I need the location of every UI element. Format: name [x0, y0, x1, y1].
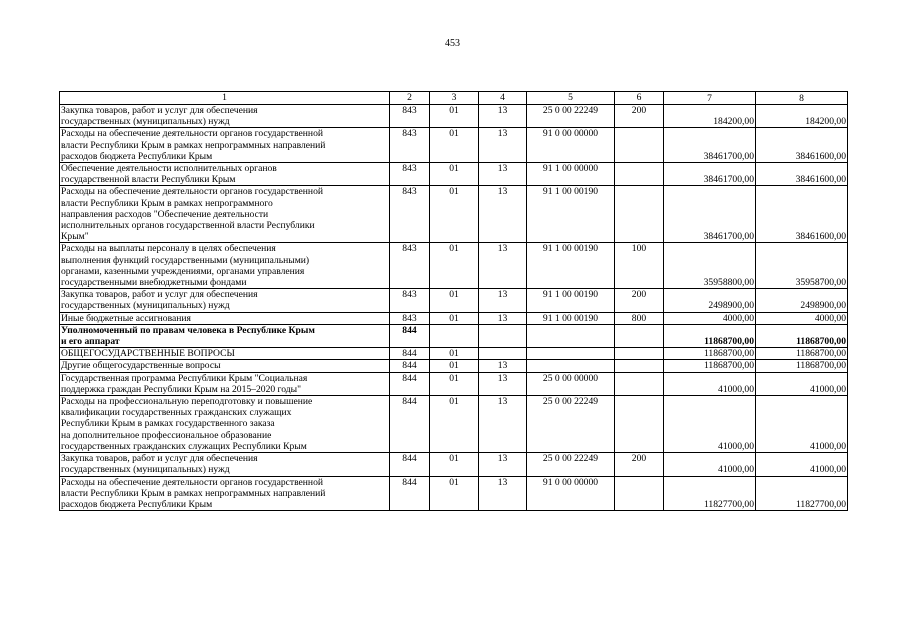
table-row: [60, 289, 848, 312]
code-cell: 844: [390, 324, 430, 347]
name-cell: [60, 186, 390, 243]
section-cell: 01: [430, 289, 479, 312]
name-cell: [60, 289, 390, 312]
code-cell: 843: [390, 105, 430, 128]
name-line: Иные бюджетные ассигнования: [61, 312, 191, 324]
amount-2019-cell: 38461700,00: [664, 128, 756, 163]
header-cell: 4: [479, 92, 527, 105]
amount-2020-cell: 38461600,00: [756, 128, 848, 163]
expense-type-cell: [615, 372, 664, 395]
subsection-cell: 13: [479, 243, 527, 289]
amount-2020-cell: 11868700,00: [756, 324, 848, 347]
amount-2019-cell: 11868700,00: [664, 360, 756, 372]
amount-2020-cell: 41000,00: [756, 453, 848, 476]
amount-2019-cell: 11868700,00: [664, 324, 756, 347]
page-number: 453: [445, 38, 460, 49]
name-line: Расходы на обеспечение деятельности органов государственной: [61, 476, 324, 488]
section-cell: 01: [430, 360, 479, 372]
budget-table: [59, 91, 848, 511]
expense-type-cell: [615, 476, 664, 511]
subsection-cell: [479, 324, 527, 347]
code-cell: 843: [390, 186, 430, 243]
article-cell: 25 0 00 00000: [527, 372, 615, 395]
table-row: [60, 163, 848, 186]
code-cell: 843: [390, 163, 430, 186]
section-cell: [430, 324, 479, 347]
header-cell: 1: [60, 92, 390, 105]
amount-2020-cell: 2498900,00: [756, 289, 848, 312]
name-cell: [60, 163, 390, 186]
subsection-cell: 13: [479, 476, 527, 511]
expense-type-cell: [615, 360, 664, 372]
name-cell: [60, 348, 390, 360]
section-cell: 01: [430, 453, 479, 476]
expense-type-cell: 200: [615, 453, 664, 476]
table-row: [60, 128, 848, 163]
article-cell: 25 0 00 22249: [527, 105, 615, 128]
section-cell: 01: [430, 243, 479, 289]
header-cell: 5: [527, 92, 615, 105]
amount-2020-cell: 41000,00: [756, 372, 848, 395]
article-cell: 91 1 00 00190: [527, 186, 615, 243]
name-line: Закупка товаров, работ и услуг для обеспечения: [61, 453, 258, 465]
article-cell: 25 0 00 22249: [527, 453, 615, 476]
name-cell: [60, 476, 390, 511]
code-cell: 844: [390, 348, 430, 360]
subsection-cell: [479, 348, 527, 360]
code-cell: 844: [390, 476, 430, 511]
name-line: государственной власти Республики Крым: [61, 174, 236, 186]
code-cell: 844: [390, 360, 430, 372]
table-row: [60, 243, 848, 289]
name-line: поддержка граждан Республики Крым на 2015–2020 годы": [61, 383, 302, 395]
subsection-cell: 13: [479, 186, 527, 243]
article-cell: 91 1 00 00190: [527, 243, 615, 289]
header-cell: 3: [430, 92, 479, 105]
name-line: власти Республики Крым в рамках непрограммного: [61, 197, 273, 209]
name-line: Республики Крым в рамках государственного заказа: [61, 418, 275, 430]
amount-2020-cell: 184200,00: [756, 105, 848, 128]
expense-type-cell: [615, 163, 664, 186]
table-row: [60, 186, 848, 243]
name-line: Расходы на обеспечение деятельности органов государственной: [61, 186, 324, 198]
expense-type-cell: 800: [615, 312, 664, 324]
expense-type-cell: [615, 348, 664, 360]
amount-2020-cell: 11868700,00: [756, 360, 848, 372]
name-line: расходов бюджета Республики Крым: [61, 498, 213, 510]
article-cell: [527, 360, 615, 372]
name-line: органами, казенными учреждениями, органами управления: [61, 265, 305, 277]
header-cell: 8: [756, 92, 848, 105]
code-cell: 843: [390, 243, 430, 289]
table-row: [60, 453, 848, 476]
expense-type-cell: 200: [615, 105, 664, 128]
expense-type-cell: [615, 128, 664, 163]
amount-2020-cell: 35958700,00: [756, 243, 848, 289]
header-cell: 2: [390, 92, 430, 105]
name-line: Уполномоченный по правам человека в Республике Крым: [61, 324, 315, 336]
amount-2019-cell: 4000,00: [664, 312, 756, 324]
article-cell: 91 1 00 00190: [527, 289, 615, 312]
table-header-row: [60, 92, 848, 105]
amount-2019-cell: 184200,00: [664, 105, 756, 128]
expense-type-cell: [615, 396, 664, 453]
code-cell: 844: [390, 396, 430, 453]
article-cell: 91 0 00 00000: [527, 128, 615, 163]
name-line: государственных (муниципальных) нужд: [61, 116, 230, 128]
name-line: государственных гражданских служащих Республики Крым: [61, 440, 307, 452]
header-cell: 6: [615, 92, 664, 105]
amount-2019-cell: 38461700,00: [664, 186, 756, 243]
header-cell: 7: [664, 92, 756, 105]
section-cell: 01: [430, 476, 479, 511]
table-row: [60, 360, 848, 372]
section-cell: 01: [430, 372, 479, 395]
name-line: Другие общегосударственные вопросы: [61, 360, 221, 372]
amount-2019-cell: 41000,00: [664, 453, 756, 476]
name-line: направления расходов "Обеспечение деятельности: [61, 208, 269, 220]
expense-type-cell: [615, 324, 664, 347]
name-line: квалификации государственных гражданских служащих: [61, 407, 292, 419]
subsection-cell: 13: [479, 163, 527, 186]
name-cell: [60, 453, 390, 476]
expense-type-cell: 100: [615, 243, 664, 289]
subsection-cell: 13: [479, 360, 527, 372]
amount-2019-cell: 41000,00: [664, 396, 756, 453]
name-line: расходов бюджета Республики Крым: [61, 150, 213, 162]
article-cell: 91 0 00 00000: [527, 476, 615, 511]
amount-2020-cell: 11827700,00: [756, 476, 848, 511]
name-line: государственных (муниципальных) нужд: [61, 300, 230, 312]
code-cell: 844: [390, 453, 430, 476]
name-line: Крым": [61, 231, 89, 243]
name-line: власти Республики Крым в рамках непрограммных направлений: [61, 139, 326, 151]
code-cell: 843: [390, 128, 430, 163]
section-cell: 01: [430, 312, 479, 324]
name-cell: [60, 360, 390, 372]
expense-type-cell: 200: [615, 289, 664, 312]
table-row: [60, 396, 848, 453]
table-row: [60, 348, 848, 360]
code-cell: 844: [390, 372, 430, 395]
amount-2020-cell: 38461600,00: [756, 186, 848, 243]
name-line: Расходы на обеспечение деятельности органов государственной: [61, 128, 324, 140]
name-line: Закупка товаров, работ и услуг для обеспечения: [61, 289, 258, 301]
name-cell: [60, 372, 390, 395]
amount-2019-cell: 11827700,00: [664, 476, 756, 511]
name-line: государственными внебюджетными фондами: [61, 277, 247, 289]
name-line: Государственная программа Республики Крым "Социальная: [61, 372, 308, 384]
amount-2019-cell: 11868700,00: [664, 348, 756, 360]
article-cell: 91 1 00 00000: [527, 163, 615, 186]
name-line: Обеспечение деятельности исполнительных органов: [61, 163, 277, 175]
subsection-cell: 13: [479, 128, 527, 163]
article-cell: 25 0 00 22249: [527, 396, 615, 453]
article-cell: [527, 324, 615, 347]
name-line: выполнения функций государственными (муниципальными): [61, 254, 310, 266]
amount-2020-cell: 11868700,00: [756, 348, 848, 360]
name-cell: [60, 243, 390, 289]
name-line: исполнительных органов государственной власти Республики: [61, 220, 315, 232]
amount-2019-cell: 41000,00: [664, 372, 756, 395]
name-cell: [60, 105, 390, 128]
name-line: ОБЩЕГОСУДАРСТВЕННЫЕ ВОПРОСЫ: [61, 348, 235, 360]
name-cell: [60, 312, 390, 324]
subsection-cell: 13: [479, 312, 527, 324]
section-cell: 01: [430, 163, 479, 186]
table-row: [60, 312, 848, 324]
subsection-cell: 13: [479, 372, 527, 395]
code-cell: 843: [390, 289, 430, 312]
amount-2020-cell: 41000,00: [756, 396, 848, 453]
name-line: Расходы на выплаты персоналу в целях обеспечения: [61, 243, 276, 255]
table-row: [60, 105, 848, 128]
name-line: власти Республики Крым в рамках непрограммных направлений: [61, 487, 326, 499]
amount-2020-cell: 4000,00: [756, 312, 848, 324]
subsection-cell: 13: [479, 105, 527, 128]
name-line: Закупка товаров, работ и услуг для обеспечения: [61, 105, 258, 116]
table-row: [60, 372, 848, 395]
section-cell: 01: [430, 186, 479, 243]
subsection-cell: 13: [479, 396, 527, 453]
name-cell: [60, 396, 390, 453]
name-line: и его аппарат: [61, 336, 120, 348]
expense-type-cell: [615, 186, 664, 243]
subsection-cell: 13: [479, 453, 527, 476]
name-line: на дополнительное профессиональное образование: [61, 429, 272, 441]
name-cell: [60, 128, 390, 163]
section-cell: 01: [430, 396, 479, 453]
subsection-cell: 13: [479, 289, 527, 312]
name-line: государственных (муниципальных) нужд: [61, 464, 230, 476]
amount-2019-cell: 2498900,00: [664, 289, 756, 312]
section-cell: 01: [430, 105, 479, 128]
section-cell: 01: [430, 128, 479, 163]
article-cell: [527, 348, 615, 360]
table-row: [60, 324, 848, 347]
name-line: Расходы на профессиональную переподготовку и повышение: [61, 396, 313, 408]
section-cell: 01: [430, 348, 479, 360]
code-cell: 843: [390, 312, 430, 324]
amount-2019-cell: 35958800,00: [664, 243, 756, 289]
amount-2019-cell: 38461700,00: [664, 163, 756, 186]
article-cell: 91 1 00 00190: [527, 312, 615, 324]
table-row: [60, 476, 848, 511]
name-cell: [60, 324, 390, 347]
amount-2020-cell: 38461600,00: [756, 163, 848, 186]
